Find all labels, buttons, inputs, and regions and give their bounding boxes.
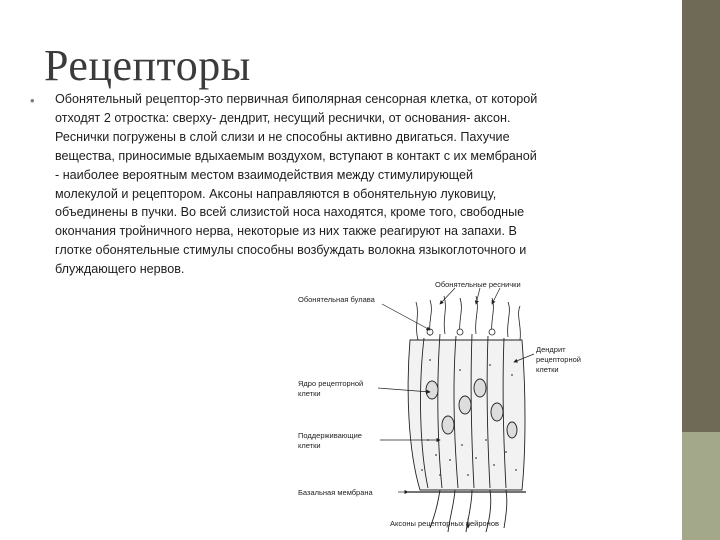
label-olfactory-club: Обонятельная булава xyxy=(298,295,375,304)
slide-title: Рецепторы xyxy=(44,41,251,90)
body-line: вещества, приносимые вдыхаемым воздухом, вступают в контакт с их мембраной xyxy=(55,148,537,163)
label-support-1: Поддерживающие xyxy=(298,431,362,440)
label-dendrite-3: клетки xyxy=(536,365,559,374)
body-line: - наиболее вероятным местом взаимодействия между стимулирующей xyxy=(55,167,474,182)
label-dendrite-1: Дендрит xyxy=(536,345,566,354)
body-line: окончания тройничного нерва, некоторые из них также реагируют на запахи. В xyxy=(55,224,517,239)
body-line: объединены в пучки. Во всей слизистой носа находятся, кроме того, свободные xyxy=(55,205,525,220)
olfactory-epithelium-figure xyxy=(290,280,595,535)
body-line: блуждающего нервов. xyxy=(55,262,185,277)
olfactory-epithelium-drawing xyxy=(290,280,595,535)
epithelium-cells xyxy=(408,334,525,490)
body-line: Обонятельный рецептор-это первичная биполярная сенсорная клетка, от которой xyxy=(55,92,538,106)
decorative-sidebar-accent xyxy=(682,432,720,540)
body-line: молекулой и рецептором. Аксоны направляются в обонятельную луковицу, xyxy=(55,186,497,201)
body-line: глотке обонятельные стимулы способны возбуждать волокна языкоглоточного и xyxy=(55,243,527,258)
label-dendrite-2: рецепторной xyxy=(536,355,581,364)
label-nucleus-2: клетки xyxy=(298,389,321,398)
bullet-marker: • xyxy=(30,93,35,108)
label-olfactory-cilia: Обонятельные реснички xyxy=(435,280,521,289)
olfactory-cilia xyxy=(416,296,520,340)
body-line: отходят 2 отростка: сверху- дендрит, несущий реснички, от основания- аксон. xyxy=(55,110,511,125)
body-line: Реснички погружены в слой слизи и не способны активно двигаться. Пахучие xyxy=(55,129,510,144)
label-basal-membrane: Базальная мембрана xyxy=(298,488,373,497)
label-nucleus-1: Ядро рецепторной xyxy=(298,379,364,388)
decorative-sidebar xyxy=(682,0,720,540)
slide-body-text xyxy=(55,90,635,279)
label-support-2: клетки xyxy=(298,441,321,450)
label-axons: Аксоны рецепторных нейронов xyxy=(390,519,499,528)
